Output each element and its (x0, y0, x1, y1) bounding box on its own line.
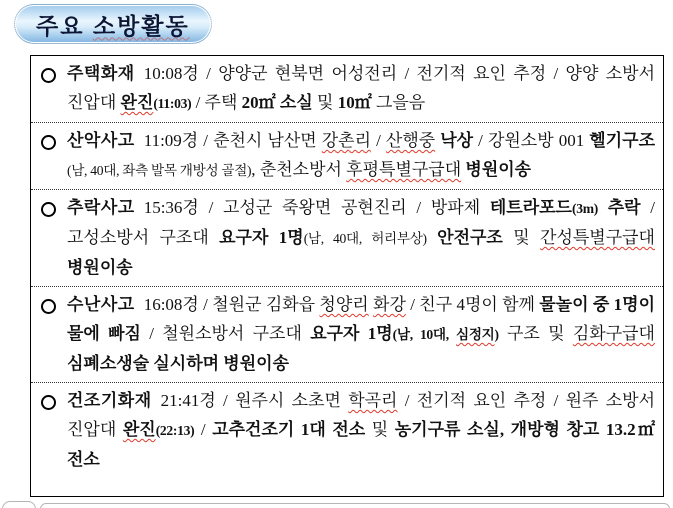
text-segment: (22:13) (155, 423, 195, 438)
text-segment: / (194, 420, 213, 439)
text-segment: 20㎡ 소실 (241, 93, 313, 112)
cutoff-element-right (40, 503, 670, 508)
text-segment: 김화구급대 (572, 324, 655, 343)
text-segment: / 강원소방 001 (473, 131, 590, 150)
text-segment: 완진 (122, 420, 156, 439)
text-segment: / 고성소방서 구조대 (67, 198, 656, 247)
text-segment: 간성특별구급대 (540, 228, 655, 247)
item-body (67, 386, 655, 474)
report-item (31, 123, 663, 190)
text-segment: 낙상 (440, 131, 474, 150)
text-segment: (3m) (571, 201, 598, 216)
item-title: 추락사고 (67, 198, 135, 217)
item-body (67, 193, 655, 282)
text-segment: 추락 (607, 198, 641, 217)
section-title-prefix: 주요 (36, 12, 93, 39)
circle-bullet-icon (41, 202, 56, 217)
text-segment: 그을음 (371, 93, 426, 112)
text-segment: 테트라포드 (489, 198, 572, 217)
text-segment: 안전구조 (437, 228, 503, 247)
item-text (67, 131, 655, 179)
item-body (67, 290, 655, 378)
item-title: 건조기화재 (67, 391, 152, 410)
text-segment: , 춘천소방서 (251, 160, 347, 179)
cutoff-element-left (2, 501, 36, 508)
text-segment: 병원이송 (67, 258, 133, 277)
report-item (31, 287, 663, 383)
text-segment: 고추건조기 1대 전소 (212, 420, 366, 439)
text-segment: 물놀이 중 1명이 물에 빠짐 (67, 295, 655, 343)
text-segment: 11:09경 / 춘천시 남산면 (143, 131, 322, 150)
text-segment: 21:41경 / 원주시 소초면 (160, 391, 349, 410)
section-title (36, 8, 190, 41)
text-segment: / 주택 (191, 93, 242, 112)
text-segment: 산행중 (385, 131, 436, 150)
circle-bullet-icon (41, 135, 56, 150)
text-segment: 학곡리 (348, 391, 398, 410)
item-title: 산악사고 (67, 131, 135, 150)
text-segment: 후평특별구급대 (346, 160, 462, 179)
report-item (31, 190, 663, 287)
text-segment: 헬기구조 (589, 131, 655, 150)
text-segment: (남, 10대, (392, 327, 456, 342)
text-segment: (남, 40대, 좌측 발목 개방성 골절) (67, 163, 252, 178)
section-title-main: 소방활동 (92, 12, 190, 39)
text-segment (427, 228, 437, 247)
item-text (67, 64, 655, 112)
text-segment: 10:08경 / 양양군 현북면 어성전리 / 전기적 요인 추정 / 양양 소방서 진압대 (67, 64, 655, 112)
text-segment: 완진 (120, 93, 154, 112)
text-segment: 및 (502, 228, 541, 247)
text-segment: / 친구 4명이 함께 (405, 295, 540, 314)
item-title: 수난사고 (67, 295, 135, 314)
circle-bullet-icon (41, 68, 56, 83)
circle-bullet-icon (41, 395, 56, 410)
text-segment: / (371, 131, 386, 150)
item-text (67, 391, 655, 469)
text-segment: 16:08경 / 철원군 김화읍 (143, 295, 320, 314)
activity-list (30, 55, 664, 497)
section-header-badge (14, 4, 212, 44)
text-segment: / 철원소방서 구조대 (140, 324, 311, 343)
text-segment: (11:03) (153, 96, 192, 111)
text-segment: 화강 (373, 295, 406, 314)
item-body (67, 59, 655, 118)
text-segment: 및 (365, 420, 395, 439)
report-item (31, 383, 663, 478)
text-segment: 강촌리 (321, 131, 372, 150)
item-text (67, 295, 655, 373)
text-segment: 요구자 1명 (310, 324, 393, 343)
text-segment: 요구자 1명 (219, 228, 304, 247)
report-item (31, 56, 663, 123)
text-segment: 구조 및 (498, 324, 573, 343)
item-body (67, 126, 655, 185)
text-segment: 청양리 (319, 295, 369, 314)
item-text (67, 198, 655, 277)
text-segment: 및 (312, 93, 338, 112)
text-segment: 농기구류 소실, 개방형 창고 13.2㎡ 전소 (67, 420, 655, 469)
circle-bullet-icon (41, 299, 56, 314)
text-segment: / 전기적 요인 추정 / 원주 소방서 진압대 (67, 391, 655, 439)
text-segment: ) (494, 327, 499, 342)
text-segment: 심정지 (456, 327, 495, 342)
text-segment (598, 198, 608, 217)
text-segment: 심폐소생술 실시하며 병원이송 (67, 354, 289, 373)
text-segment: 10㎡ (337, 93, 372, 112)
text-segment: 15:36경 / 고성군 죽왕면 공현진리 / 방파제 (143, 198, 490, 217)
item-title: 주택화재 (67, 64, 135, 83)
text-segment: (남, 40대, 허리부상) (303, 231, 427, 246)
text-segment: 병원이송 (465, 160, 532, 179)
